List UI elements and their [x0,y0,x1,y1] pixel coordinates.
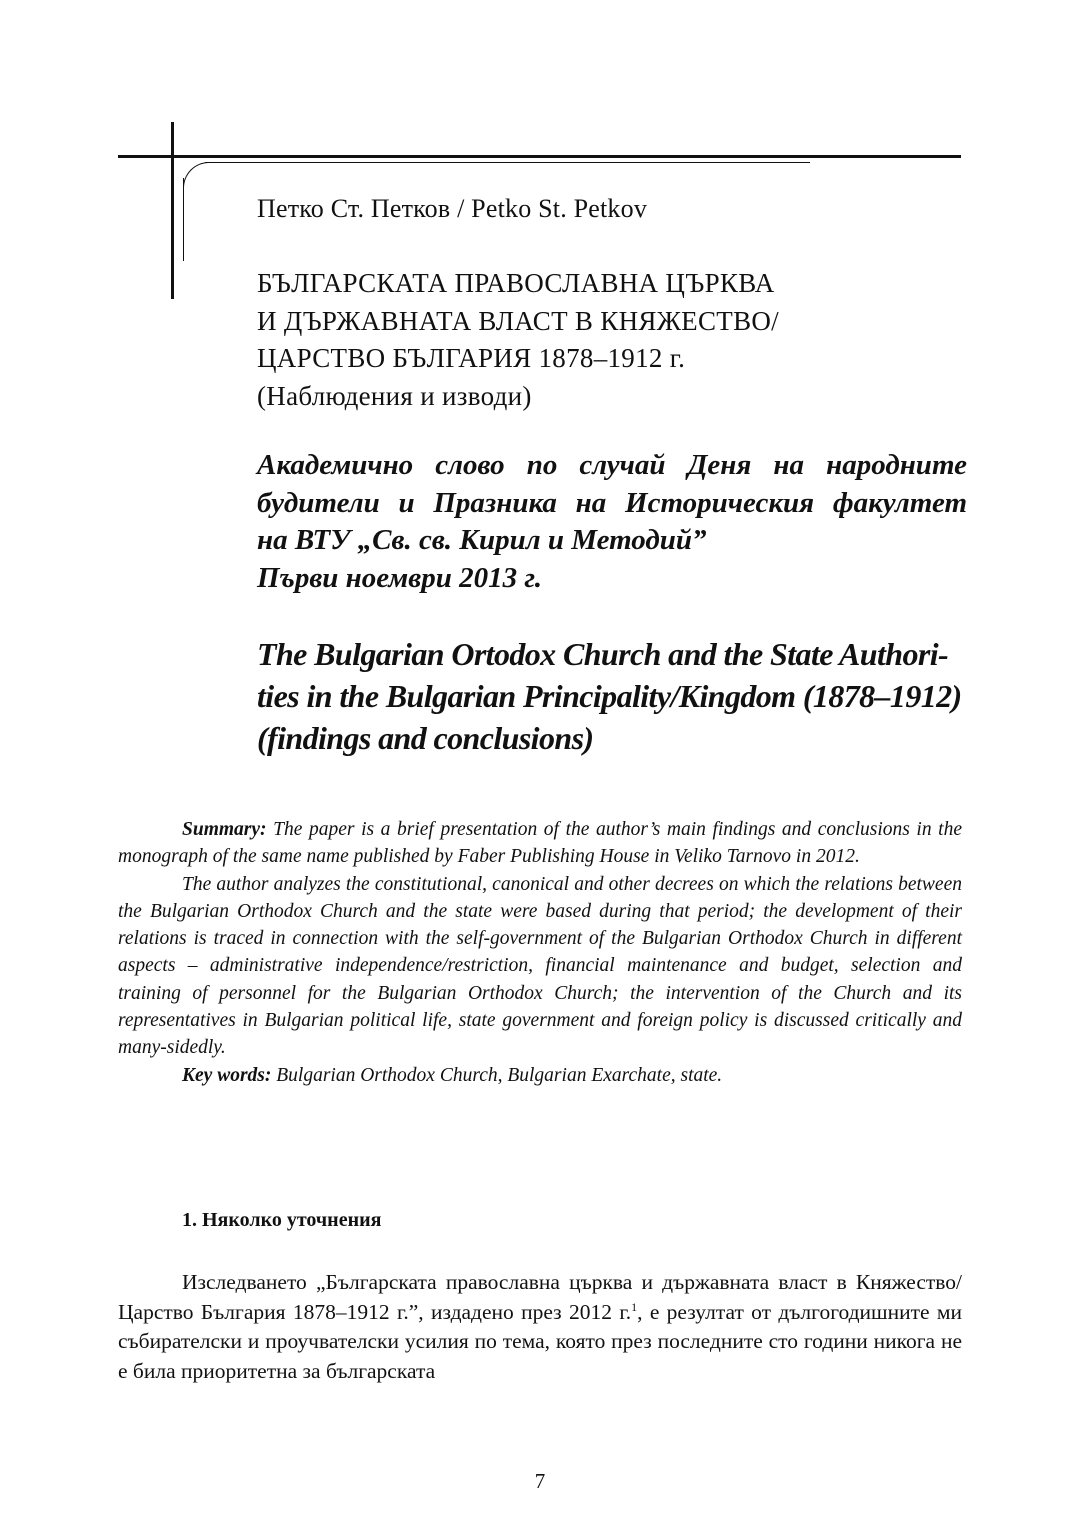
section-heading: 1. Няколко уточнения [182,1209,382,1231]
subtitle-bg-line: Академично слово по случай Деня на народните [257,449,967,481]
body-text-part: Изследването „Българската православна църква и държавната власт в Княжество/Царство България 1878–1912 г.”, издадено през 2012 г. [118,1270,962,1324]
summary-text: The paper is a brief presentation of the author’s main findings and conclusions in the monograph of the same name published by Faber Publishing House in Veliko Tarnovo in 2012. [118,819,963,868]
title-en-line: The Bulgarian Ortodox Church and the State Authori- [257,636,949,672]
title-bg-line: ЦАРСТВО БЪЛГАРИЯ 1878–1912 г. [257,343,686,373]
title-bg [257,265,967,415]
summary-block [118,816,962,1089]
body-text [118,1268,962,1386]
body-text-part: , е резултат от дългогодишните ми събирателски и проучвателски усилия по тема, която през последните сто години никога не е била приоритетна за българската [118,1299,962,1383]
header-corner-ornament [183,162,224,199]
body-paragraph [118,1268,962,1386]
title-bg-line: И ДЪРЖАВНАТА ВЛАСТ В КНЯЖЕСТВО/ [257,305,779,336]
subtitle-bg [257,447,967,597]
subtitle-bg-line: Първи ноември 2013 г. [257,561,542,594]
subtitle-bg-line: на ВТУ „Св. св. Кирил и Методий” [257,524,707,556]
subtitle-bg-line: будители и Празника на Историческия факултет [257,486,967,519]
summary-paragraph [118,816,962,871]
header-rule-horizontal [118,155,961,158]
summary-label: Summary [182,819,261,840]
summary-paragraph: The author analyzes the constitutional, canonical and other decrees on which the relations between the Bulgarian Orthodox Church and the state were based during that period; the development of their relations is traced in connection with the self-government of the Bulgarian Orthodox Church in different aspects – administrative independence/restriction, financial maintenance and budget, selection and training of personnel for the Bulgarian Orthodox Church; the intervention of the Church and its representatives in Bulgarian political life, state government and foreign policy is discussed critically and many-sidedly. [118,873,962,1059]
title-en-line: (findings and conclusions) [257,720,594,756]
author-line: Петко Ст. Петков / Petko St. Petkov [257,194,648,223]
header-rule-inner-horizontal [205,162,810,163]
title-bg-line: (Наблюдения и изводи) [257,380,532,411]
footnote-ref[interactable]: 1 [631,1299,638,1314]
title-en [257,633,967,759]
page-number: 7 [534,1469,546,1493]
summary-colon: : [260,819,267,840]
title-bg-line: БЪЛГАРСКАТА ПРАВОСЛАВНА ЦЪРКВА [257,268,775,298]
keywords-label: Key words: [182,1064,272,1086]
keywords-text: Bulgarian Orthodox Church, Bulgarian Exarchate, state. [276,1064,723,1086]
keywords-paragraph [118,1062,962,1089]
header-rule-vertical [171,122,174,299]
title-en-line: ties in the Bulgarian Principality/Kingdom (1878–1912) [257,678,962,714]
